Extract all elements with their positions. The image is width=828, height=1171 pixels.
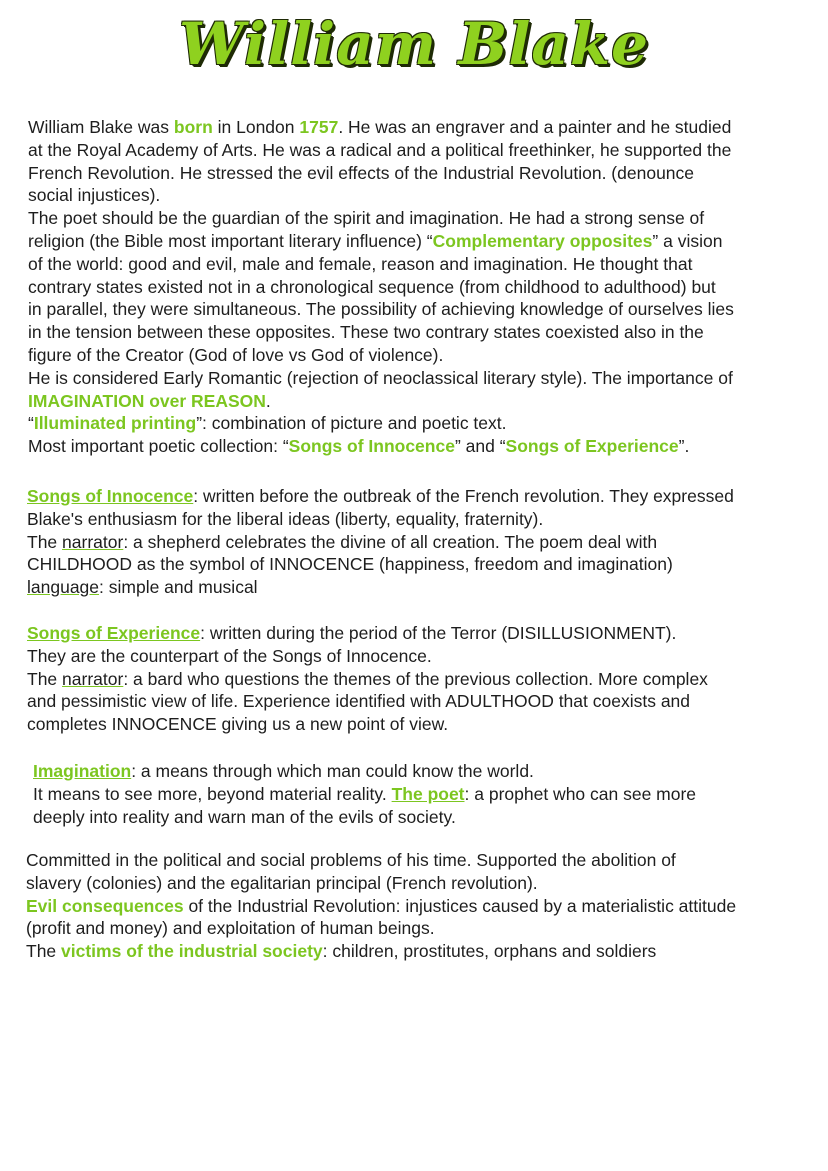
text-line: Imagination: a means through which man could know the world. (33, 761, 534, 781)
text-line: The poet should be the guardian of the spirit and imagination. He had a strong sense of (28, 208, 705, 229)
underlined-term: narrator (62, 531, 124, 552)
text-line: Evil consequences of the Industrial Revolution: injustices caused by a materialistic attitude (26, 895, 737, 916)
text-line: William Blake was born in London 1757. He was an engraver and a painter and he studied (28, 117, 732, 137)
text-line: (profit and money) and exploitation of human beings. (26, 918, 435, 939)
highlight: 1757 (299, 117, 339, 137)
text-line: deeply into reality and warn man of the evils of society. (33, 806, 456, 827)
text-line: slavery (colonies) and the egalitarian principal (French revolution). (26, 872, 538, 893)
text-line: Songs of Innocence: written before the outbreak of the French revolution. They expressed (27, 486, 734, 506)
highlight: Evil consequences (26, 895, 184, 916)
text-line: He is considered Early Romantic (rejection of neoclassical literary style). The importance of (28, 367, 733, 388)
underlined-term: language (27, 577, 100, 598)
text-line: contrary states existed not in a chronological sequence (from childhood to adulthood) but (28, 276, 716, 297)
text-line: Committed in the political and social problems of his time. Supported the abolition of (26, 850, 676, 870)
text-line: completes INNOCENCE giving us a new point of view. (27, 714, 449, 735)
highlight: Complementary opposites (432, 230, 653, 251)
section-heading: Songs of Innocence (27, 486, 194, 506)
intro-section (28, 116, 734, 458)
text-line: The narrator: a bard who questions the themes of the previous collection. More complex (27, 668, 708, 689)
page-title: William Blake (178, 10, 650, 78)
text-line: They are the counterpart of the Songs of Innocence. (27, 645, 432, 666)
text-line: The narrator: a shepherd celebrates the divine of all creation. The poem deal with (27, 531, 658, 552)
highlight: Songs of Innocence (288, 436, 455, 457)
committed-section (26, 849, 736, 963)
section-heading: The poet (391, 783, 465, 804)
highlight: Illuminated printing (33, 413, 197, 434)
highlight: IMAGINATION over REASON (28, 390, 266, 411)
imagination-section (33, 760, 696, 828)
text-line: figure of the Creator (God of love vs God of violence). (28, 344, 444, 365)
highlight: born (173, 117, 213, 137)
text-line: social injustices). (28, 185, 161, 206)
text-line: “Illuminated printing”: combination of picture and poetic text. (28, 413, 507, 434)
text-line: Most important poetic collection: “Songs of Innocence” and “Songs of Experience”. (28, 436, 690, 457)
highlight: victims of the industrial society (61, 941, 323, 962)
section-heading: Imagination (33, 761, 132, 781)
text-line: CHILDHOOD as the symbol of INNOCENCE (happiness, freedom and imagination) (27, 554, 673, 575)
text-line: religion (the Bible most important literary influence) “Complementary opposites” a vision (28, 230, 723, 251)
text-line: language: simple and musical (27, 577, 258, 598)
text-line: It means to see more, beyond material reality. The poet: a prophet who can see more (33, 783, 697, 804)
text-line: The victims of the industrial society: children, prostitutes, orphans and soldiers (26, 941, 657, 962)
text-line: French Revolution. He stressed the evil effects of the Industrial Revolution. (denounce (28, 162, 695, 183)
text-line: Songs of Experience: written during the period of the Terror (DISILLUSIONMENT). (27, 623, 677, 643)
songs-of-innocence-section (27, 485, 734, 599)
underlined-term: narrator (62, 668, 124, 689)
songs-of-experience-section (27, 622, 708, 736)
text-line: at the Royal Academy of Arts. He was a radical and a political freethinker, he supported the (28, 139, 732, 160)
text-line: of the world: good and evil, male and female, reason and imagination. He thought that (28, 253, 693, 274)
section-heading: Songs of Experience (27, 623, 201, 643)
text-line: in the tension between these opposites. These two contrary states coexisted also in the (28, 322, 704, 343)
text-line: in parallel, they were simultaneous. The possibility of achieving knowledge of ourselves lies (28, 299, 734, 320)
text-line: and pessimistic view of life. Experience identified with ADULTHOOD that coexists and (27, 691, 691, 712)
text-line: Blake's enthusiasm for the liberal ideas (liberty, equality, fraternity). (27, 508, 544, 529)
text-line: IMAGINATION over REASON. (28, 390, 271, 411)
highlight: Songs of Experience (505, 436, 679, 457)
